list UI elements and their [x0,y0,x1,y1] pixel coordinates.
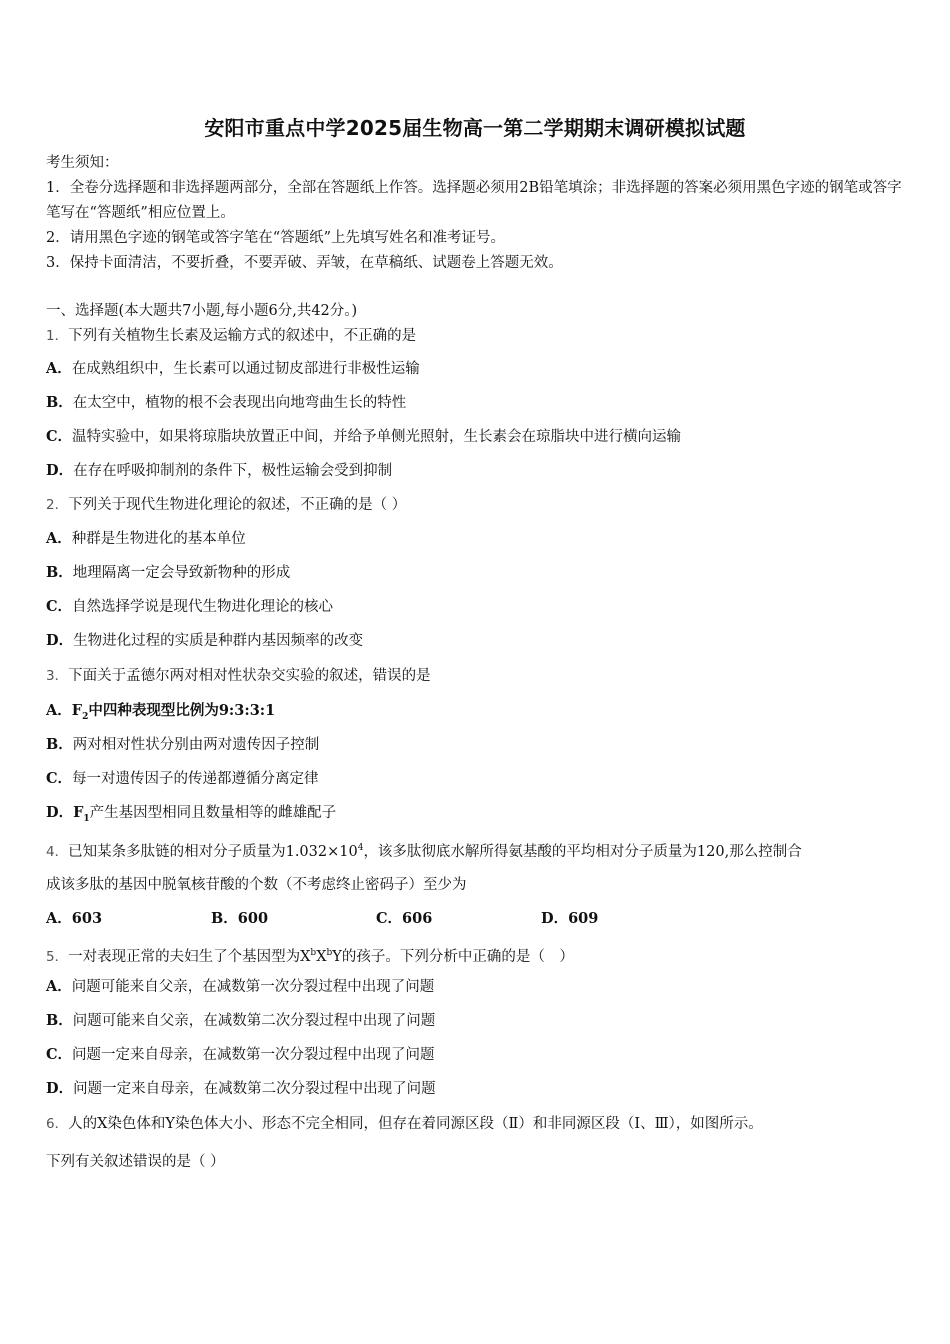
q5-option-c: C．问题一定来自母亲，在减数第一次分裂过程中出现了问题 [46,1046,435,1063]
q4-option-c: C．606 [376,910,433,927]
page-title: 安阳市重点中学2025届生物高一第二学期期末调研模拟试题 [204,116,746,140]
q2-option-d: D．生物进化过程的实质是种群内基因频率的改变 [46,632,364,649]
question-4-continued: 成该多肽的基因中脱氧核苷酸的个数（不考虑终止密码子）至少为 [46,877,467,893]
notice-item-1: 1．全卷分选择题和非选择题两部分，全部在答题纸上作答。选择题必须用2B铅笔填涂；非选择题的答案必须用黑色字迹的钢笔或答字笔写在“答题纸”相应位置上。 [46,180,902,221]
q1-option-b: B．在太空中，植物的根不会表现出向地弯曲生长的特性 [46,394,407,411]
q1-option-c: C．温特实验中，如果将琼脂块放置正中间，并给予单侧光照射，生长素会在琼脂块中进行横向运输 [46,428,682,445]
question-6-continued: 下列有关叙述错误的是（ ） [46,1154,225,1170]
q4-option-d: D．609 [541,910,599,927]
q2-option-b: B．地理隔离一定会导致新物种的形成 [46,564,291,581]
question-stem: 下列有关植物生长素及运输方式的叙述中，不正确的是 [68,328,417,344]
candidate-notice [46,151,906,276]
question-3: 3．下面关于孟德尔两对相对性状杂交实验的叙述，错误的是 [46,668,431,684]
q3-option-d: D．$F_1$产生基因型相同且数量相等的雌雄配子 [46,804,337,824]
q2-option-c: C．自然选择学说是现代生物进化理论的核心 [46,598,334,615]
question-5: 5．一对表现正常的夫妇生了个基因型为$X^bX^bY$的孩子。下列分析中正确的是（ ） [46,948,574,965]
question-1 [46,325,416,347]
notice-item-2: 2．请用黑色字迹的钢笔或答字笔在“答题纸”上先填写姓名和准考证号。 [46,230,506,246]
q5-option-a: A．问题可能来自父亲，在减数第一次分裂过程中出现了问题 [46,978,435,995]
q2-option-a: A．种群是生物进化的基本单位 [46,530,246,547]
q1-option-a: A．在成熟组织中，生长素可以通过韧皮部进行非极性运输 [46,360,420,377]
question-2: 2．下列关于现代生物进化理论的叙述，不正确的是（ ） [46,497,407,513]
q5-option-b: B．问题可能来自父亲，在减数第二次分裂过程中出现了问题 [46,1012,436,1029]
section-heading: 一、选择题(本大题共7小题,每小题6分,共42分。) [46,303,358,319]
notice-item-3: 3．保持卡面清洁，不要折叠，不要弄破、弄皱，在草稿纸、试题卷上答题无效。 [46,255,563,271]
question-6: 6．人的X染色体和Y染色体大小、形态不完全相同，但存在着同源区段（Ⅱ）和非同源区段（Ⅰ、Ⅲ），如图所示。 [46,1116,763,1132]
q4-option-a: A．603 [46,910,103,927]
q3-option-c: C．每一对遗传因子的传递都遵循分离定律 [46,770,319,787]
question-number: 1． [46,328,69,344]
notice-heading: 考生须知： [46,155,119,171]
q5-option-d: D．问题一定来自母亲，在减数第二次分裂过程中出现了问题 [46,1080,436,1097]
q3-option-a: A．$F_2$中四种表现型比例为9:3:3:1 [46,702,276,722]
q3-option-b: B．两对相对性状分别由两对遗传因子控制 [46,736,320,753]
q4-option-b: B．600 [211,910,269,927]
q1-option-d: D．在存在呼吸抑制剂的条件下，极性运输会受到抑制 [46,462,393,479]
question-4: 4．已知某条多肽链的相对分子质量为$1.032\times 10^4$，该多肽彻底水解所得氨基酸的平均相对分子质量为120,那么控制合 [46,843,802,860]
